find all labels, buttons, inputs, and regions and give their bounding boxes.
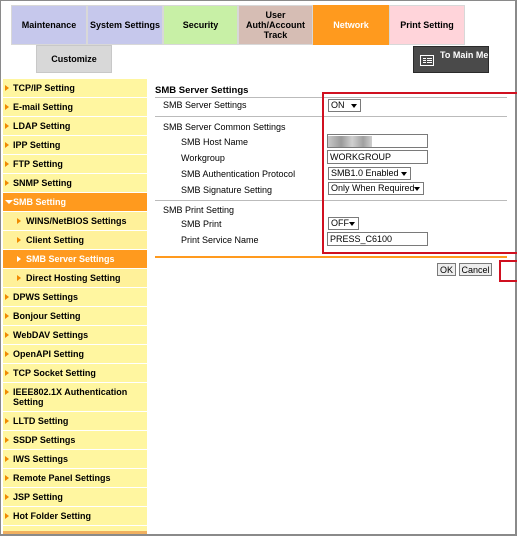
- sidebar-item-snmp[interactable]: [3, 174, 147, 193]
- arrow-right-icon: [17, 256, 21, 262]
- sidebar-item-email[interactable]: [3, 98, 147, 117]
- sidebar-item-hot-folder[interactable]: [3, 507, 147, 526]
- signature-setting-label: SMB Signature Setting: [181, 185, 273, 195]
- sidebar-item-label: IWS Settings: [13, 454, 69, 464]
- sidebar-item-tcp-socket[interactable]: [3, 364, 147, 383]
- arrow-right-icon: [5, 313, 9, 319]
- sidebar-item-label: JSP Setting: [13, 492, 63, 502]
- arrow-right-icon: [17, 237, 21, 243]
- field-value: WORKGROUP: [330, 152, 392, 162]
- sidebar-item-jsp[interactable]: [3, 488, 147, 507]
- tab-network[interactable]: Network: [313, 5, 389, 45]
- select-value: SMB1.0 Enabled: [331, 168, 399, 178]
- sidebar-item-ipp[interactable]: [3, 136, 147, 155]
- sidebar-item-smb-server[interactable]: [3, 250, 147, 269]
- sidebar-item-label: WINS/NetBIOS Settings: [26, 216, 127, 226]
- sidebar-item-ieee8021x[interactable]: [3, 383, 147, 412]
- select-value: ON: [331, 100, 345, 110]
- sidebar-item-label: FTP Setting: [13, 159, 63, 169]
- sidebar-item-dpws[interactable]: [3, 288, 147, 307]
- sidebar-item-smb[interactable]: [3, 193, 147, 212]
- arrow-right-icon: [5, 180, 9, 186]
- arrow-right-icon: [17, 218, 21, 224]
- print-setting-heading: SMB Print Setting: [163, 205, 235, 215]
- highlight-box-settings: [322, 92, 517, 254]
- arrow-right-icon: [5, 104, 9, 110]
- arrow-right-icon: [5, 351, 9, 357]
- arrow-right-icon: [5, 475, 9, 481]
- tab-security[interactable]: Security: [163, 5, 238, 45]
- sidebar-item-label: Direct Hosting Setting: [26, 273, 121, 283]
- sidebar-item-label: TCP/IP Setting: [13, 83, 75, 93]
- sidebar-bottom-bar: [3, 531, 147, 534]
- tab-maintenance[interactable]: Maintenance: [11, 5, 87, 45]
- sidebar-item-label: SNMP Setting: [13, 178, 72, 188]
- smb-host-name-label: SMB Host Name: [181, 137, 249, 147]
- sidebar-item-label: TCP Socket Setting: [13, 368, 96, 378]
- arrow-right-icon: [5, 123, 9, 129]
- smb-print-label: SMB Print: [181, 219, 222, 229]
- sidebar-item-openapi[interactable]: [3, 345, 147, 364]
- sidebar-item-label: SMB Setting: [13, 197, 66, 207]
- sidebar-item-lltd[interactable]: [3, 412, 147, 431]
- sidebar-item-ldap[interactable]: [3, 117, 147, 136]
- sidebar-item-wins-netbios[interactable]: [3, 212, 147, 231]
- cancel-button[interactable]: Cancel: [459, 263, 492, 276]
- sidebar-item-label: Remote Panel Settings: [13, 473, 111, 483]
- arrow-right-icon: [5, 437, 9, 443]
- arrow-right-icon: [5, 418, 9, 424]
- print-service-name-label: Print Service Name: [181, 235, 259, 245]
- sidebar-item-direct-hosting[interactable]: [3, 269, 147, 288]
- common-settings-heading: SMB Server Common Settings: [163, 122, 286, 132]
- orange-separator: [155, 256, 507, 258]
- auth-protocol-label: SMB Authentication Protocol: [181, 169, 296, 179]
- sidebar-item-label: LLTD Setting: [13, 416, 69, 426]
- arrow-right-icon: [5, 513, 9, 519]
- sidebar-item-label: DPWS Settings: [13, 292, 79, 302]
- sidebar-item-label: SSDP Settings: [13, 435, 76, 445]
- field-value: PRESS_C6100: [330, 234, 393, 244]
- sidebar-item-iws[interactable]: [3, 450, 147, 469]
- arrow-right-icon: [5, 161, 9, 167]
- sidebar-item-ftp[interactable]: [3, 155, 147, 174]
- arrow-right-icon: [17, 275, 21, 281]
- sidebar-item-label: Bonjour Setting: [13, 311, 81, 321]
- sidebar-item-client[interactable]: [3, 231, 147, 250]
- select-value: Only When Required: [331, 183, 415, 193]
- sidebar-item-tcpip[interactable]: [3, 79, 147, 98]
- sidebar-item-ssdp[interactable]: [3, 431, 147, 450]
- sidebar: [3, 79, 147, 534]
- sidebar-item-label: Client Setting: [26, 235, 84, 245]
- sidebar-item-bonjour[interactable]: [3, 307, 147, 326]
- arrow-right-icon: [5, 332, 9, 338]
- tab-user-auth-account-track[interactable]: User Auth/Account Track: [238, 5, 313, 45]
- page-title: SMB Server Settings: [155, 85, 249, 96]
- sidebar-item-label: Hot Folder Setting: [13, 511, 91, 521]
- sidebar-item-webdav[interactable]: [3, 326, 147, 345]
- arrow-right-icon: [5, 456, 9, 462]
- to-main-menu-button[interactable]: [413, 46, 500, 73]
- sidebar-item-label: E-mail Setting: [13, 102, 74, 112]
- sidebar-item-label: SMB Server Settings: [26, 254, 115, 264]
- sidebar-item-label: WebDAV Settings: [13, 330, 89, 340]
- sidebar-item-label: LDAP Setting: [13, 121, 71, 131]
- arrow-right-icon: [5, 389, 9, 395]
- arrow-right-icon: [5, 142, 9, 148]
- select-value: OFF: [331, 218, 349, 228]
- smb-server-settings-label: SMB Server Settings: [163, 100, 247, 110]
- tab-print-setting[interactable]: Print Setting: [389, 5, 465, 45]
- menu-icon: [420, 55, 434, 66]
- sidebar-item-remote-panel[interactable]: [3, 469, 147, 488]
- arrow-right-icon: [5, 294, 9, 300]
- highlight-box-buttons: [499, 260, 517, 282]
- arrow-right-icon: [5, 494, 9, 500]
- arrow-down-icon: [5, 200, 13, 204]
- tab-system-settings[interactable]: System Settings: [87, 5, 163, 45]
- arrow-right-icon: [5, 85, 9, 91]
- to-main-menu-label: To Main Menu: [440, 50, 500, 60]
- sidebar-item-label: IEEE802.1X Authentication Setting: [13, 387, 128, 407]
- arrow-right-icon: [5, 370, 9, 376]
- sidebar-item-label: IPP Setting: [13, 140, 61, 150]
- sidebar-item-label: OpenAPI Setting: [13, 349, 85, 359]
- ok-button[interactable]: OK: [437, 263, 456, 276]
- workgroup-label: Workgroup: [181, 153, 225, 163]
- tab-customize[interactable]: Customize: [36, 45, 112, 73]
